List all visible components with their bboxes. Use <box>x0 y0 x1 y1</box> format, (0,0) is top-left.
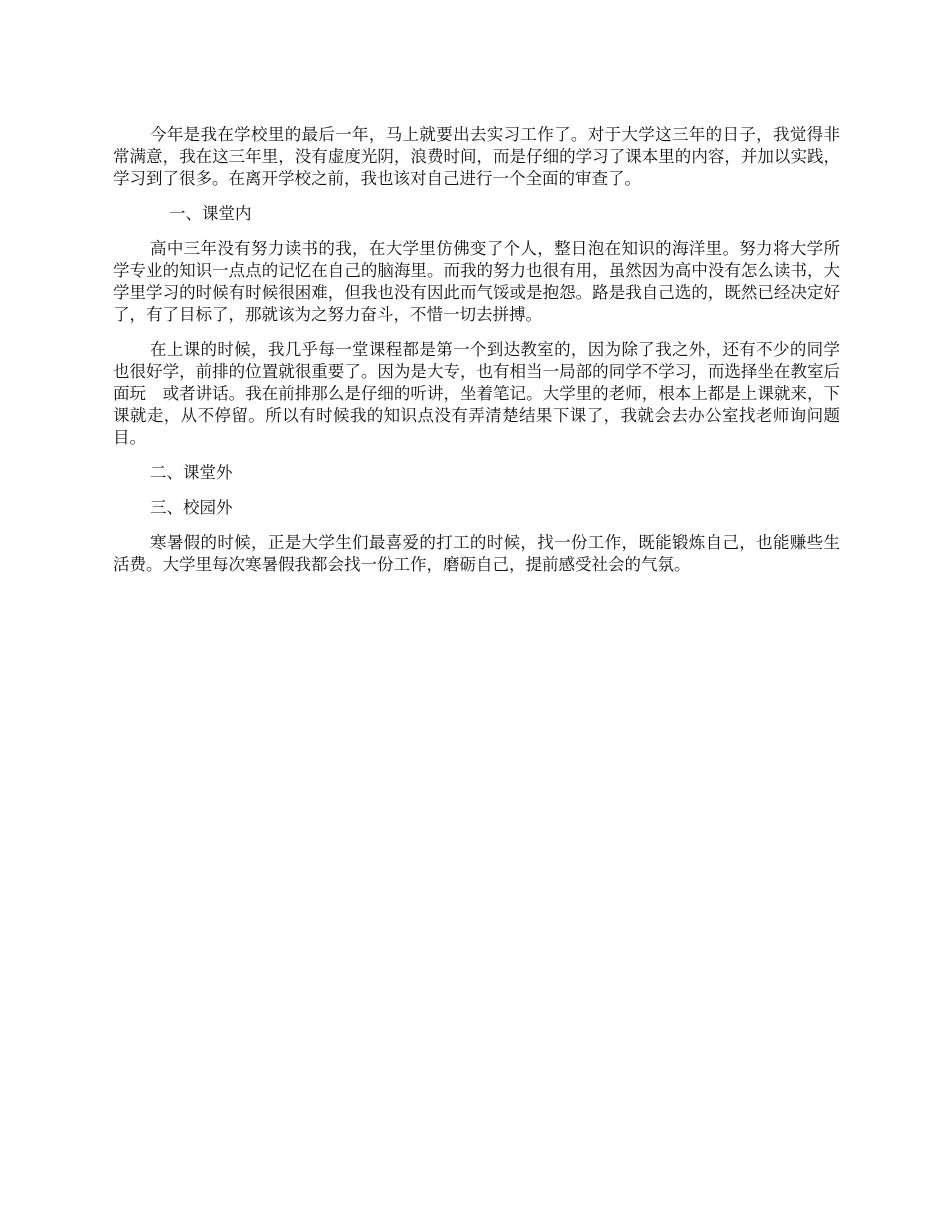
section-heading-outside-class: 二、课堂外 <box>150 463 233 482</box>
paragraph-study-effort: 高中三年没有努力读书的我，在大学里仿佛变了个人，整日泡在知识的海洋里。努力将大学所学专业的知识一点点的记忆在自己的脑海里。而我的努力也很有用，虽然因为高中没有怎么读书，大学里学习的时候有时候很困难，但我也没有因此而气馁或是抱怨。路是我自己选的，既然已经决定好了，有了目标了，那就该为之努力奋斗，不惜一切去拼搏。 <box>113 239 840 324</box>
paragraph-vacation-work: 寒暑假的时候，正是大学生们最喜爱的打工的时候，找一份工作，既能锻炼自己，也能赚些生活费。大学里每次寒暑假我都会找一份工作，磨砺自己，提前感受社会的气氛。 <box>113 533 840 574</box>
document-body <box>113 124 840 589</box>
section-heading-in-class: 一、课堂内 <box>169 204 252 223</box>
paragraph-class-attendance: 在上课的时候，我几乎每一堂课程都是第一个到达教室的，因为除了我之外，还有不少的同学也很好学，前排的位置就很重要了。因为是大专，也有相当一局部的同学不学习，而选择坐在教室后面玩 或者讲话。我在前排那么是仔细的听讲，坐着笔记。大学里的老师，根本上都是上课就来，下课就走，从不停留。所以有时候我的知识点没有弄清楚结果下课了，我就会去办公室找老师询问题目。 <box>113 340 840 447</box>
intro-paragraph: 今年是我在学校里的最后一年，马上就要出去实习工作了。对于大学这三年的日子，我觉得非常满意，我在这三年里，没有虚度光阴，浪费时间，而是仔细的学习了课本里的内容，并加以实践，学习到了很多。在离开学校之前，我也该对自己进行一个全面的审查了。 <box>113 125 840 188</box>
section-heading-outside-campus: 三、校园外 <box>150 498 233 517</box>
